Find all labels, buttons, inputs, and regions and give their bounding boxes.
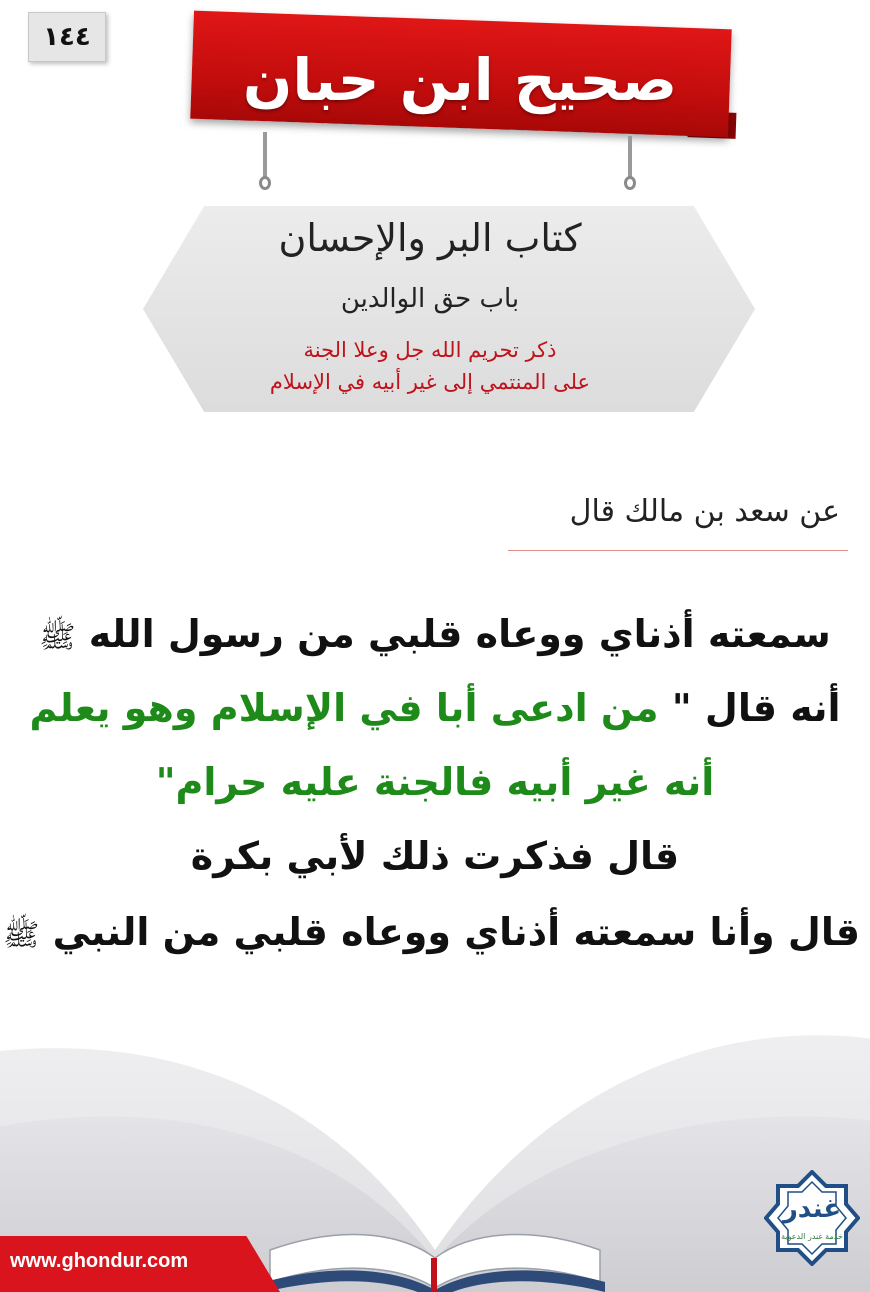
hadith-line-1-text: سمعته أذناي ووعاه قلبي من رسول الله <box>88 612 831 656</box>
hadith-line-2-green: من ادعى أبا في الإسلام وهو يعلم <box>29 686 659 730</box>
chapter-title: باب حق الوالدين <box>340 284 520 314</box>
narrator-divider <box>508 550 848 551</box>
hadith-line-5 <box>3 910 860 960</box>
hadith-line-4: قال فذكرت ذلك لأبي بكرة <box>190 834 680 878</box>
page-number-badge: ١٤٤ <box>28 12 106 62</box>
subtitle-line-1: ذكر تحريم الله جل وعلا الجنة <box>303 338 557 362</box>
hook-right-icon <box>624 176 636 190</box>
hanger-right <box>628 136 632 178</box>
hadith-line-5-text: قال وأنا سمعته أذناي ووعاه قلبي من النبي <box>52 910 860 954</box>
subtitle-line-2: على المنتمي إلى غير أبيه في الإسلام <box>269 370 591 394</box>
banner-title: صحيح ابن حبان <box>242 46 678 114</box>
honorific-icon: ﷺ <box>39 620 76 655</box>
hadith-line-2-black: أنه قال " <box>671 686 841 730</box>
hadith-line-2 <box>10 686 860 730</box>
honorific-icon-2: ﷺ <box>3 918 40 953</box>
hook-left-icon <box>259 176 271 190</box>
narrator-line: عن سعد بن مالك قال <box>569 494 840 529</box>
book-title: كتاب البر والإحسان <box>278 216 582 260</box>
logo-name: غندر <box>782 1194 842 1224</box>
hadith-line-3: أنه غير أبيه فالجنة عليه حرام" <box>155 760 715 804</box>
hadith-line-1 <box>10 612 860 662</box>
logo-tagline: خدمة غندر الدعوية <box>781 1232 843 1241</box>
website-link[interactable]: www.ghondur.com <box>10 1250 189 1272</box>
hanger-left <box>263 132 267 178</box>
